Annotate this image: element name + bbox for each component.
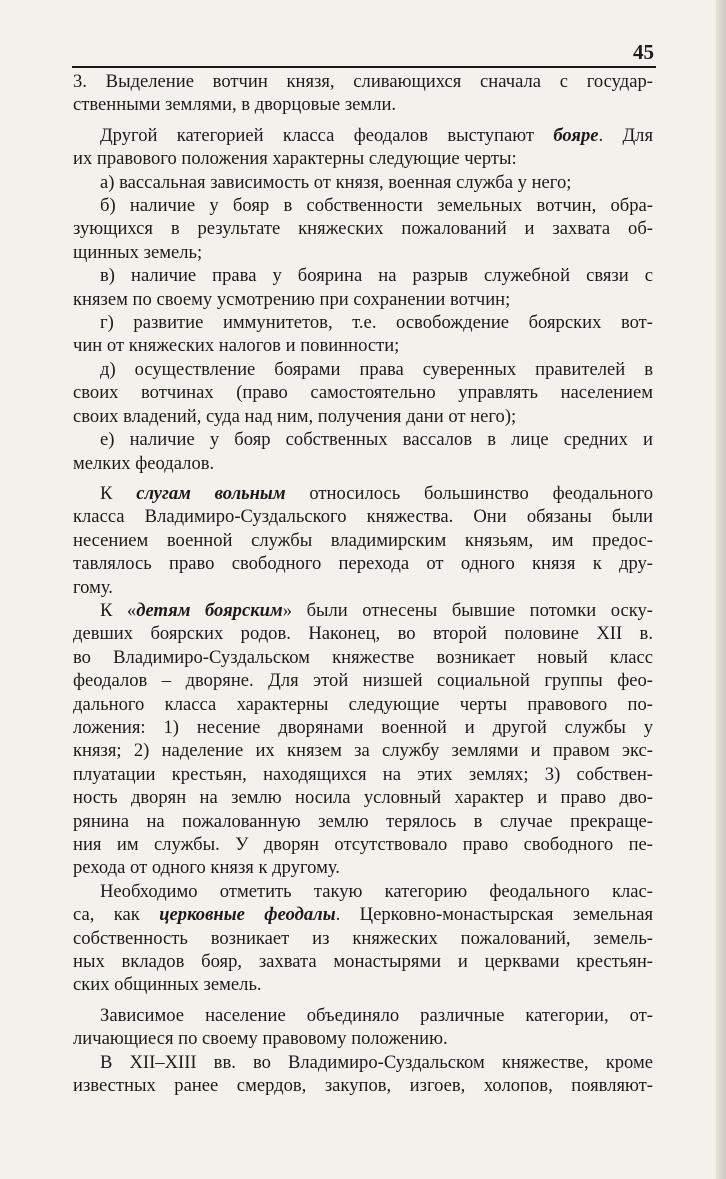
text-line: 3. Выделение вотчин князя, сливающихся сначала с государ- [73,71,653,92]
paragraph [73,70,653,117]
term-detyam-boyarskim: детям боярским [136,599,283,621]
text-line: князя; 2) наделение их князем за службу землями и правом экс- [73,740,653,762]
text-line: б) наличие у бояр в собственности земельных вотчин, обра- [100,195,653,217]
page-number: 45 [633,40,654,64]
list-item-g [73,311,653,358]
text-line: щинных земель; [73,241,203,263]
text-line: во Владимиро-Суздальском княжестве возникает новый класс [73,646,653,668]
text-line: ственными землями, в дворцовые земли. [73,94,397,116]
text-line: своих владений, суда над ним, получения дани от него); [73,405,517,427]
list-item-a [73,171,653,194]
text-run: са, как [73,904,160,926]
text-line: гому. [73,576,113,598]
list-item-v [73,264,653,311]
text-line: личающиеся по своему правовому положению. [73,1028,448,1050]
paragraph [73,124,653,171]
paragraph [73,1004,653,1051]
text-line: своих вотчинах (право самостоятельно управлять населением [73,382,653,404]
text-line [73,482,653,505]
text-line: рянина на пожалованную землю терялось в случае прекраще- [73,810,653,832]
text-line: известных ранее смердов, закупов, изгоев, холопов, появляют- [73,1075,653,1097]
text-line [73,124,653,147]
text-line [73,599,653,622]
text-line: дального класса характерны следующие черты правового по- [73,693,653,715]
text-run: Другой категорией класса феодалов выступают [100,124,554,146]
header-rule [72,66,656,68]
text-line: г) развитие иммунитетов, т.е. освобождение боярских вот- [100,312,653,334]
text-line: зующихся в результате княжеских пожалований и захвата об- [73,218,653,240]
text-line: ных вкладов бояр, захвата монастырями и церквами крестьян- [73,951,653,973]
paragraph [73,1051,653,1098]
text-line: Зависимое население объединяло различные категории, от- [100,1004,653,1026]
text-line [73,903,653,926]
text-line: плуатации крестьян, находящихся на этих землях; 3) собствен- [73,763,653,785]
paragraph [73,482,653,599]
term-boyare: бояре [553,124,599,146]
text-line: феодалов – дворяне. Для этой низшей социальной группы фео- [73,670,653,692]
term-tserkovnye-feodaly: церковные феодалы [159,904,336,926]
text-line: девших боярских родов. Наконец, во второй половине XII в. [73,623,653,645]
paragraph [73,599,653,880]
text-run: К « [100,599,137,621]
text-line: князем по своему усмотрению при сохранении вотчин; [73,288,511,310]
list-item-e [73,428,653,475]
text-line: ность дворян на землю носила условный характер и право дво- [73,787,653,809]
term-slugam-volnym: слугам вольным [136,482,286,504]
text-line: их правового положения характерны следующие черты: [73,148,517,170]
paragraph [73,880,653,997]
page-text [73,70,653,1097]
text-line: е) наличие у бояр собственных вассалов в лице средних и [100,429,653,451]
text-line: несением военной службы владимирским князьям, им предос- [73,529,653,551]
text-line: мелких феодалов. [73,452,215,474]
text-line: класса Владимиро-Суздальского княжества. Они обязаны были [73,506,653,528]
text-run: . Для [598,124,653,146]
text-line: рехода от одного князя к другому. [73,857,340,879]
scan-page-edge [716,0,726,1179]
text-line: а) вассальная зависимость от князя, военная служба у него; [100,171,572,193]
text-line: в) наличие права у боярина на разрыв служебной связи с [100,265,653,287]
text-line: ложения: 1) несение дворянами военной и другой службы у [73,716,653,738]
text-run: относилось большинство феодального [285,482,654,504]
text-line: д) осуществление боярами права суверенных правителей в [100,358,653,380]
list-item-b [73,194,653,264]
text-line: В XII–XIII вв. во Владимиро-Суздальском княжестве, кроме [100,1051,653,1073]
text-line: ских общинных земель. [73,974,262,996]
text-line: ния им службы. У дворян отсутствовало право свободного пе- [73,834,653,855]
text-run: » были отнесены бывшие потомки оску- [282,599,653,621]
text-line: собственность возникает из княжеских пожалований, земель- [73,927,653,949]
text-line: тавлялось право свободного перехода от одного князя к дру- [73,553,653,575]
list-item-d [73,358,653,428]
text-line: Необходимо отметить такую категорию феодального клас- [100,880,653,902]
text-line: чин от княжеских налогов и повинности; [73,335,400,357]
text-run: К [100,482,137,504]
text-run: . Церковно-монастырская земельная [335,904,654,926]
